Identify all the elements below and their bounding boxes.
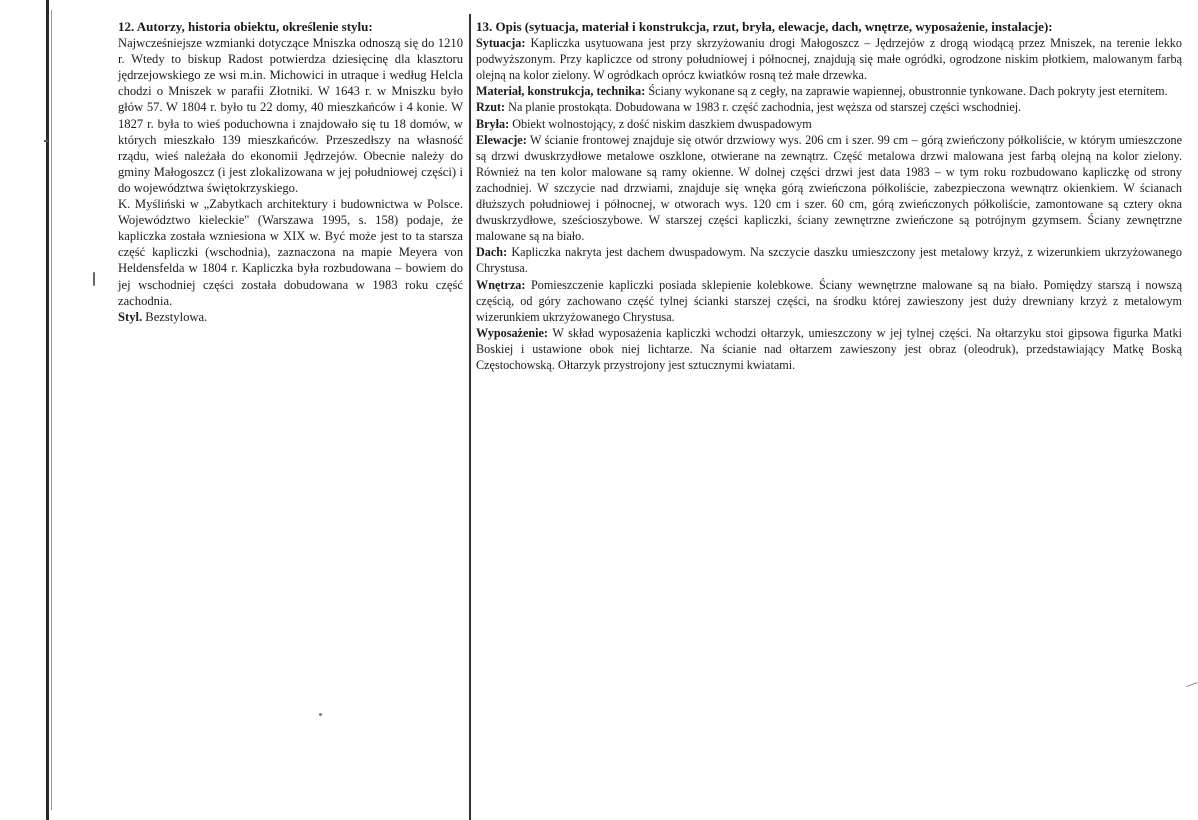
scan-mark	[93, 272, 95, 286]
history-paragraph: Najwcześniejsze wzmianki dotyczące Mniszka odnoszą się do 1210 r. Wtedy to biskup Radost potwierdza dziesięcinę dla klasztoru jędrzejowskiego ze wsi m.in. Michowici in utraque i według Helcla chodzi o Mniszek w parafii Złotniki. W 1643 r. w Mniszku było głów 57. W 1804 r. było tu 22 domy, 40 mieszkańców i 4 konie. W 1827 r. była to wieś poduchowna i znajdowało się tu 18 domów, w których mieszkało 139 mieszkańców. Przeszedłszy na własność rządu, wieś należała do ekonomii Jędrzejów. Obecnie należy do gminy Małogoszcz (i jest zlokalizowana w jej południowej części) i do województwa świętokrzyskiego.	[118, 36, 463, 195]
description-heading: 13. Opis (sytuacja, materiał i konstrukcja, rzut, bryła, elewacje, dach, wnętrze, wyposażenie, instalacje):	[476, 19, 1053, 34]
style-line	[118, 309, 463, 325]
scan-dot	[319, 713, 322, 716]
section-wnetrza	[476, 277, 1182, 325]
section-label: Materiał, konstrukcja, technika:	[476, 84, 646, 99]
section-label: Sytuacja:	[476, 36, 526, 51]
section-text: Ściany wykonane są z cegły, na zaprawie wapiennej, obustronnie tynkowane. Dach pokryty jest eternitem.	[645, 84, 1168, 99]
history-heading: 12. Autorzy, historia obiektu, określenie stylu:	[118, 19, 373, 34]
section-label: Elewacje:	[476, 132, 527, 147]
section-text: Na planie prostokąta. Dobudowana w 1983 r. część zachodnia, jest węższa od starszej części wschodniej.	[505, 100, 1022, 115]
section-text: W ścianie frontowej znajduje się otwór drzwiowy wys. 206 cm i szer. 99 cm – górą zwieńczony półkoliście, w którym umieszczone są drzwi dwuskrzydłowe metalowe oszklone, otwierane na zewnątrz. Część metalowa drzwi malowana jest farbą olejną na kolor zielony. Również na ten kolor malowane są ramy okienne. W dolnej części drzwi jest data 1983 – w tym roku rozbudowano kapliczkę od strony zachodniej. W szczycie nad drzwiami, znajduje się wnęka górą zwieńczona półkoliście, zabezpieczona wewnątrz okienkiem. W ścianach dłuższych południowej i północnej, w otworach wys. 120 cm i szer. 60 cm, górą zwieńczonych półkoliście, zamontowane są cztery okna dwuskrzydłowe, sześcioszybowe. W starszej części kapliczki, ściany zewnętrzne zwieńczone są potrójnym gzymsem. Ściany zewnętrzne malowane są na biało.	[476, 132, 1182, 244]
scan-mark	[1186, 682, 1198, 687]
style-label: Styl.	[118, 309, 143, 324]
section-text: Kapliczka usytuowana jest przy skrzyżowaniu drogi Małogoszcz – Jędrzejów z drogą wiodącą przez Mniszek, na terenie lekko podwyższonym. Przy kapliczce od strony południowej i północnej, znajdują się małe ogródki, ogrodzone niskim płotkiem, malowanym farbą olejną na kolor zielony. W ogródkach oprócz kwiatków rosną też małe drzewka.	[476, 36, 1182, 83]
section-label: Dach:	[476, 245, 508, 260]
section-sytuacja	[476, 35, 1182, 83]
section-dach	[476, 244, 1182, 276]
column-divider	[469, 14, 471, 820]
history-column	[118, 19, 463, 325]
scan-mark	[44, 140, 48, 142]
scan-binding-edge	[46, 0, 49, 820]
style-value: Bezstylowa.	[142, 309, 208, 324]
section-label: Rzut:	[476, 100, 506, 115]
description-column	[476, 19, 1182, 373]
section-text: Obiekt wolnostojący, z dość niskim daszkiem dwuspadowym	[509, 116, 812, 131]
section-label: Wnętrza:	[476, 277, 526, 292]
scan-shadow-line	[51, 10, 52, 810]
section-label: Bryła:	[476, 116, 510, 131]
section-label: Wyposażenie:	[476, 325, 548, 340]
section-text: Pomieszczenie kapliczki posiada sklepienie kolebkowe. Ściany wewnętrzne malowane są na biało. Pomiędzy starszą i nowszą częścią, od góry zachowano część tylnej ścianki starszej części, na środku której zawieszony jest duży drewniany krzyż z metalowym wizerunkiem ukrzyżowanego Chrystusa.	[476, 277, 1182, 324]
history-paragraph: K. Myśliński w „Zabytkach architektury i budownictwa w Polsce. Województwo kieleckie" (Warszawa 1995, s. 158) podaje, że kapliczka została wzniesiona w XIX w. Być może jest to ta starsza część kapliczki (wschodnia), zaznaczona na mapie Meyera von Heldensfelda w 1804 r. Kapliczka była rozbudowana – bowiem do jej wschodniej części została dobudowana w 1983 roku część zachodnia.	[118, 197, 463, 308]
section-bryla	[476, 116, 1182, 132]
section-wyposazenie	[476, 325, 1182, 373]
section-text: W skład wyposażenia kapliczki wchodzi ołtarzyk, umieszczony w jej tylnej części. Na ołtarzyku stoi gipsowa figurka Matki Boskiej i ustawione obok niej lichtarze. Na ścianie nad ołtarzem zawieszony jest obraz (oleodruk), przedstawiający Matkę Boską Częstochowską. Ołtarzyk przystrojony jest sztucznymi kwiatami.	[476, 325, 1182, 372]
section-rzut	[476, 99, 1182, 115]
section-text: Kapliczka nakryta jest dachem dwuspadowym. Na szczycie daszku umieszczony jest metalowy krzyż, z wizerunkiem ukrzyżowanego Chrystusa.	[476, 245, 1182, 276]
section-elewacje	[476, 132, 1182, 245]
section-material	[476, 83, 1182, 99]
